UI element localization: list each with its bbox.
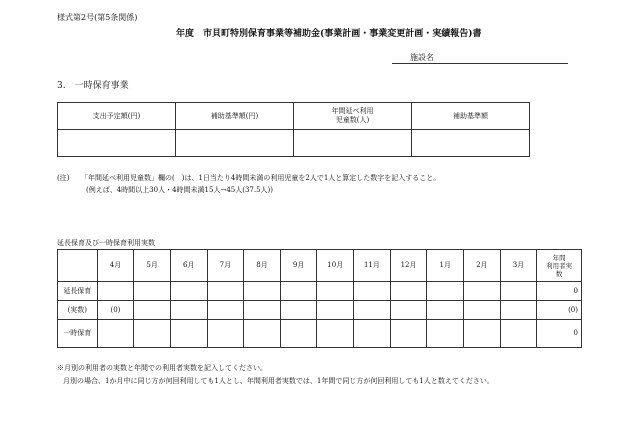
footnote-line-1: ※月別の利用者の実数と年間での利用者実数を記入してください。 xyxy=(57,364,267,372)
month-header: 12月 xyxy=(390,250,427,282)
facility-name-field[interactable] xyxy=(392,52,568,64)
month-header: 1月 xyxy=(427,250,464,282)
month-header: 8月 xyxy=(244,250,281,282)
value-cell[interactable] xyxy=(464,320,501,348)
value-cell[interactable]: (0) xyxy=(97,301,134,320)
note-line-2: (例えば、4時間以上30人・4時間未満15人→45人(37.5人)) xyxy=(86,186,274,194)
header-subsidy-base: 補助基準額(円) xyxy=(176,103,294,130)
value-cell[interactable] xyxy=(500,320,537,348)
cell-annual-children[interactable] xyxy=(294,130,412,157)
value-cell[interactable] xyxy=(280,282,317,301)
annual-total-value: (0) xyxy=(537,301,582,320)
value-cell[interactable] xyxy=(207,301,244,320)
value-cell[interactable] xyxy=(280,320,317,348)
cell-planned-expense[interactable] xyxy=(58,130,176,157)
value-cell[interactable] xyxy=(354,301,391,320)
cell-subsidy-base-2[interactable] xyxy=(412,130,530,157)
month-header: 5月 xyxy=(134,250,171,282)
value-cell[interactable] xyxy=(244,320,281,348)
value-cell[interactable] xyxy=(134,320,171,348)
header-annual-children: 年間延べ利用 児童数(人) xyxy=(294,103,412,130)
value-cell[interactable] xyxy=(464,282,501,301)
value-cell[interactable] xyxy=(244,282,281,301)
month-header: 9月 xyxy=(280,250,317,282)
value-cell[interactable] xyxy=(390,282,427,301)
value-cell[interactable] xyxy=(134,282,171,301)
value-cell[interactable] xyxy=(500,301,537,320)
value-cell[interactable] xyxy=(244,301,281,320)
value-cell[interactable] xyxy=(207,282,244,301)
value-cell[interactable] xyxy=(207,320,244,348)
value-cell[interactable] xyxy=(317,320,354,348)
row-label-actual: (実数) xyxy=(58,301,98,320)
value-cell[interactable] xyxy=(170,282,207,301)
value-cell[interactable] xyxy=(464,301,501,320)
value-cell[interactable] xyxy=(427,301,464,320)
cell-subsidy-base[interactable] xyxy=(176,130,294,157)
value-cell[interactable] xyxy=(97,320,134,348)
value-cell[interactable] xyxy=(170,320,207,348)
value-cell[interactable] xyxy=(97,282,134,301)
month-header: 6月 xyxy=(170,250,207,282)
value-cell[interactable] xyxy=(354,320,391,348)
annual-total-value: 0 xyxy=(537,320,582,348)
month-header: 11月 xyxy=(354,250,391,282)
month-header: 4月 xyxy=(97,250,134,282)
value-cell[interactable] xyxy=(354,282,391,301)
annual-total-header: 年間 利用者実 数 xyxy=(537,250,582,282)
value-cell[interactable] xyxy=(390,320,427,348)
value-cell[interactable] xyxy=(317,301,354,320)
value-cell[interactable] xyxy=(170,301,207,320)
value-cell[interactable] xyxy=(317,282,354,301)
value-cell[interactable] xyxy=(134,301,171,320)
value-cell[interactable] xyxy=(500,282,537,301)
facility-label: 施設名 xyxy=(410,53,434,62)
corner-cell xyxy=(58,250,98,282)
value-cell[interactable] xyxy=(427,320,464,348)
document-title: 年度 市貝町特別保育事業等補助金(事業計画・事業変更計画・実績報告)書 xyxy=(176,29,482,39)
usage-table xyxy=(57,249,582,348)
header-planned-expense: 支出予定額(円) xyxy=(58,103,176,130)
annual-total-value: 0 xyxy=(537,282,582,301)
usage-section-title: 延長保育及び一時保育利用実数 xyxy=(57,239,155,247)
form-label: 様式第2号(第5条関係) xyxy=(57,13,138,22)
summary-table xyxy=(57,102,530,157)
row-label-extended: 延長保育 xyxy=(58,282,98,301)
footnote-line-2: 月別の場合、1か月中に同じ方が何回利用しても1人とし、年間利用者実数では、1年間で同じ方が何回利用しても1人と数えてください。 xyxy=(63,377,494,385)
note-prefix: (注) xyxy=(57,174,70,182)
month-header: 3月 xyxy=(500,250,537,282)
month-header: 2月 xyxy=(464,250,501,282)
month-header: 10月 xyxy=(317,250,354,282)
month-header: 7月 xyxy=(207,250,244,282)
value-cell[interactable] xyxy=(280,301,317,320)
value-cell[interactable] xyxy=(427,282,464,301)
value-cell[interactable] xyxy=(390,301,427,320)
section-title: 3. 一時保育事業 xyxy=(57,81,129,91)
header-subsidy-base-2: 補助基準額 xyxy=(412,103,530,130)
row-label-temporary: 一時保育 xyxy=(58,320,98,348)
note-line-1: 「年間延べ利用児童数」欄の( )は、1日当たり4時間未満の利用児童を2人で1人と算定した数字を記入すること。 xyxy=(81,174,441,182)
